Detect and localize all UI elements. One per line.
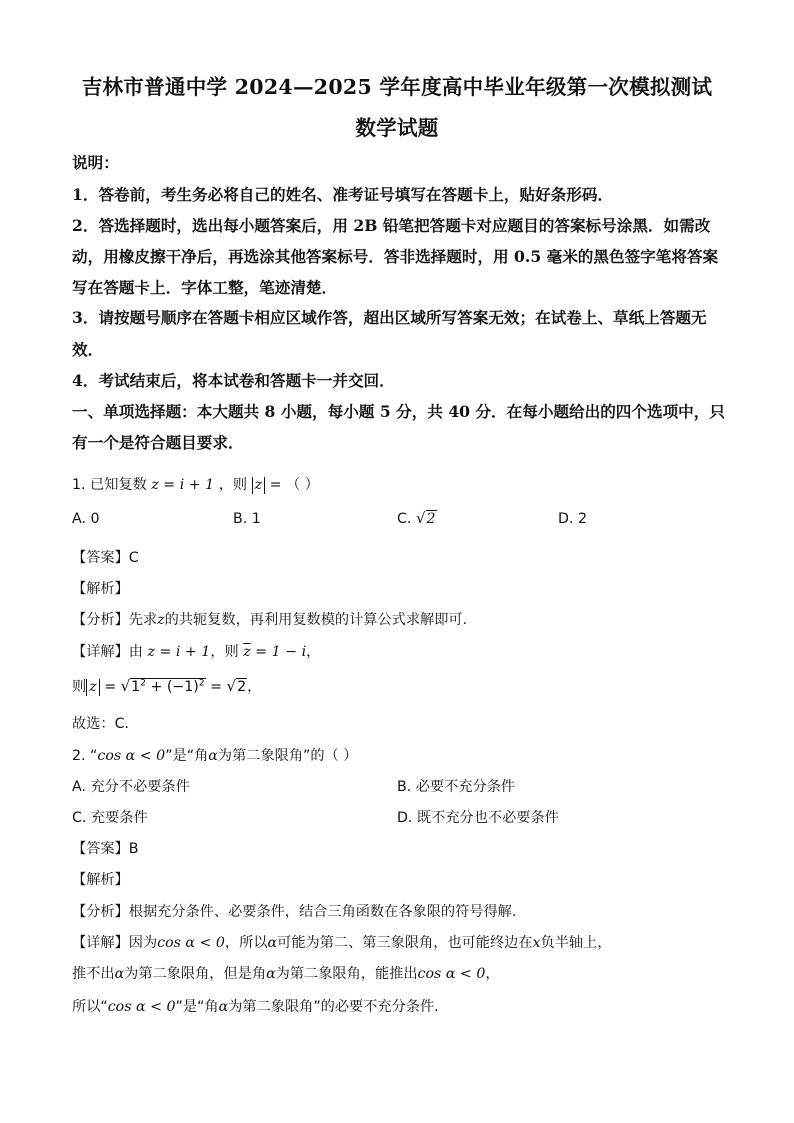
- q1-calc-eq2: =: [205, 679, 227, 695]
- q1-fenxi-text-b: 的共轭复数，再利用复数模的计算公式求解即可.: [164, 612, 468, 628]
- q2-d1-x: x: [532, 935, 541, 951]
- question-1-stem: [72, 474, 319, 494]
- q2-option-d: D. 既不充分也不必要条件: [397, 810, 559, 826]
- q1-modulus-calc: [72, 676, 261, 696]
- q1-calc-rad-b: + (−1): [145, 679, 199, 695]
- q2-d2-b: 为第二象限角，但是角: [124, 966, 267, 982]
- instruction-2-line-1: 2．答选择题时，选出每小题答案后，用 2B 铅笔把答题卡对应题目的答案标号涂黑．如需改: [72, 216, 711, 235]
- q2-analysis-label: 【解析】: [72, 872, 129, 888]
- page-title: 吉林市普通中学 2024—2025 学年度高中毕业年级第一次模拟测试: [81, 75, 713, 99]
- q1-answer: 【答案】C: [72, 550, 139, 566]
- q2-d1-alpha: α: [267, 935, 278, 951]
- q1-option-c-sqrt: √2: [415, 509, 436, 527]
- q1-choice: 故选：C.: [72, 716, 129, 732]
- q1-option-c: [397, 509, 437, 527]
- q1-detail-a: 由: [128, 644, 143, 660]
- q1-paren: （ ）: [286, 477, 319, 493]
- question-2-stem: [72, 745, 357, 765]
- q1-option-d: D. 2: [558, 511, 587, 527]
- q2-d2-c: 为第二象限角，能推出: [275, 966, 418, 982]
- q1-option-a: A. 0: [72, 511, 100, 527]
- instruction-2-line-3: 写在答题卡上．字体工整，笔迹清楚．: [72, 278, 338, 297]
- q2-d2-alpha2: α: [266, 966, 276, 982]
- q1-fenxi: [72, 609, 467, 629]
- instruction-1: 1．答卷前，考生务必将自己的姓名、准考证号填写在答题卡上，贴好条形码．: [72, 185, 614, 204]
- q1-equals: =: [269, 477, 282, 493]
- q1-calc-rad-a: 1: [131, 679, 141, 695]
- q2-d3-a: 所以“: [72, 999, 108, 1015]
- q2-d2-a: 推不出: [72, 966, 115, 982]
- q2-post: 为第二象限角”的（ ）: [217, 748, 358, 764]
- q1-prefix: 1. 已知复数: [72, 477, 147, 493]
- q2-d1-b: ，所以: [224, 935, 268, 951]
- q2-d1-condition: cos α < 0: [157, 935, 225, 951]
- q2-detail-label: 【详解】: [72, 935, 129, 951]
- section-1-heading-line-1: 一、单项选择题：本大题共 8 小题，每小题 5 分，共 40 分．在每小题给出的四个选项中，只: [72, 402, 725, 421]
- instructions-heading: 说明：: [72, 153, 119, 172]
- q2-detail-line-3: [72, 996, 439, 1016]
- q1-detail-conjugate-value: = 1 − i: [250, 644, 307, 660]
- q1-calc-result: √2: [226, 677, 247, 695]
- instruction-3-line-1: 3．请按题号顺序在答题卡相应区域作答，超出区域所写答案无效；在试卷上、草纸上答题无: [72, 308, 707, 327]
- q1-detail: [72, 641, 320, 661]
- q2-d3-condition: cos α < 0: [107, 999, 176, 1015]
- q1-mid: ，则: [218, 477, 248, 493]
- q1-modulus: z: [252, 477, 265, 494]
- q2-mid: ”是“角: [165, 748, 209, 764]
- instruction-4: 4．考试结束后，将本试卷和答题卡一并交回．: [72, 371, 395, 390]
- q2-option-c: C. 充要条件: [72, 810, 148, 826]
- q2-condition: cos α < 0: [97, 748, 166, 764]
- q2-alpha: α: [208, 748, 218, 764]
- q2-option-a: A. 充分不必要条件: [72, 779, 190, 795]
- q2-d3-alpha: α: [218, 999, 229, 1015]
- q2-d2-alpha: α: [114, 966, 125, 982]
- q2-d3-b: ”是“角: [175, 999, 219, 1015]
- q1-detail-c: ，: [306, 644, 321, 660]
- q2-d1-d: 负半轴上，: [540, 935, 612, 951]
- instruction-3-line-2: 效．: [72, 340, 104, 359]
- section-1-heading-line-2: 有一个是符合题目要求．: [72, 433, 244, 452]
- page-subtitle: 数学试题: [355, 116, 439, 140]
- q1-fenxi-var: z: [157, 612, 165, 628]
- q1-calc-prefix: 则: [72, 679, 87, 695]
- q1-option-b: B. 1: [233, 511, 261, 527]
- q2-detail-line-2: [72, 963, 500, 983]
- q1-detail-label: 【详解】: [72, 644, 129, 660]
- instruction-2-line-2: 动，用橡皮擦干净后，再选涂其他答案标号．答非选择题时，用 0.5 毫米的黑色签字笔将答案: [72, 247, 719, 266]
- q1-fenxi-text-a: 先求: [128, 612, 158, 628]
- q1-calc-eq: =: [99, 679, 121, 695]
- q2-prefix: 2. “: [72, 748, 98, 764]
- q2-d2-condition: cos α < 0: [417, 966, 486, 982]
- q1-calc-end: ，: [247, 679, 262, 695]
- q2-fenxi: [72, 901, 516, 921]
- q1-detail-conjugate: $\overline{z}$: [243, 644, 251, 660]
- q2-d1-c: 可能为第二、第三象限角，也可能终边在: [277, 935, 533, 951]
- q1-expression: z = i + 1: [151, 477, 215, 493]
- q1-option-c-label: C.: [397, 511, 412, 527]
- q1-detail-b: ，则: [210, 644, 239, 660]
- q1-calc-modulus: z: [86, 679, 99, 696]
- q2-d3-c: 为第二象限角”的必要不充分条件.: [228, 999, 439, 1015]
- q1-calc-sqrt: $√1^2 + (-1)^2$: [120, 677, 205, 695]
- q2-fenxi-text: 根据充分条件、必要条件，结合三角函数在各象限的符号得解.: [128, 904, 517, 920]
- q1-detail-expr: z = i + 1: [147, 644, 211, 660]
- q2-fenxi-label: 【分析】: [72, 904, 129, 920]
- q2-option-b: B. 必要不充分条件: [397, 779, 516, 795]
- q2-d2-d: ，: [485, 966, 500, 982]
- q2-d1-a: 因为: [128, 935, 158, 951]
- q2-detail-line-1: [72, 932, 611, 952]
- q1-analysis-label: 【解析】: [72, 581, 129, 597]
- q2-answer: 【答案】B: [72, 841, 139, 857]
- q1-fenxi-label: 【分析】: [72, 612, 129, 628]
